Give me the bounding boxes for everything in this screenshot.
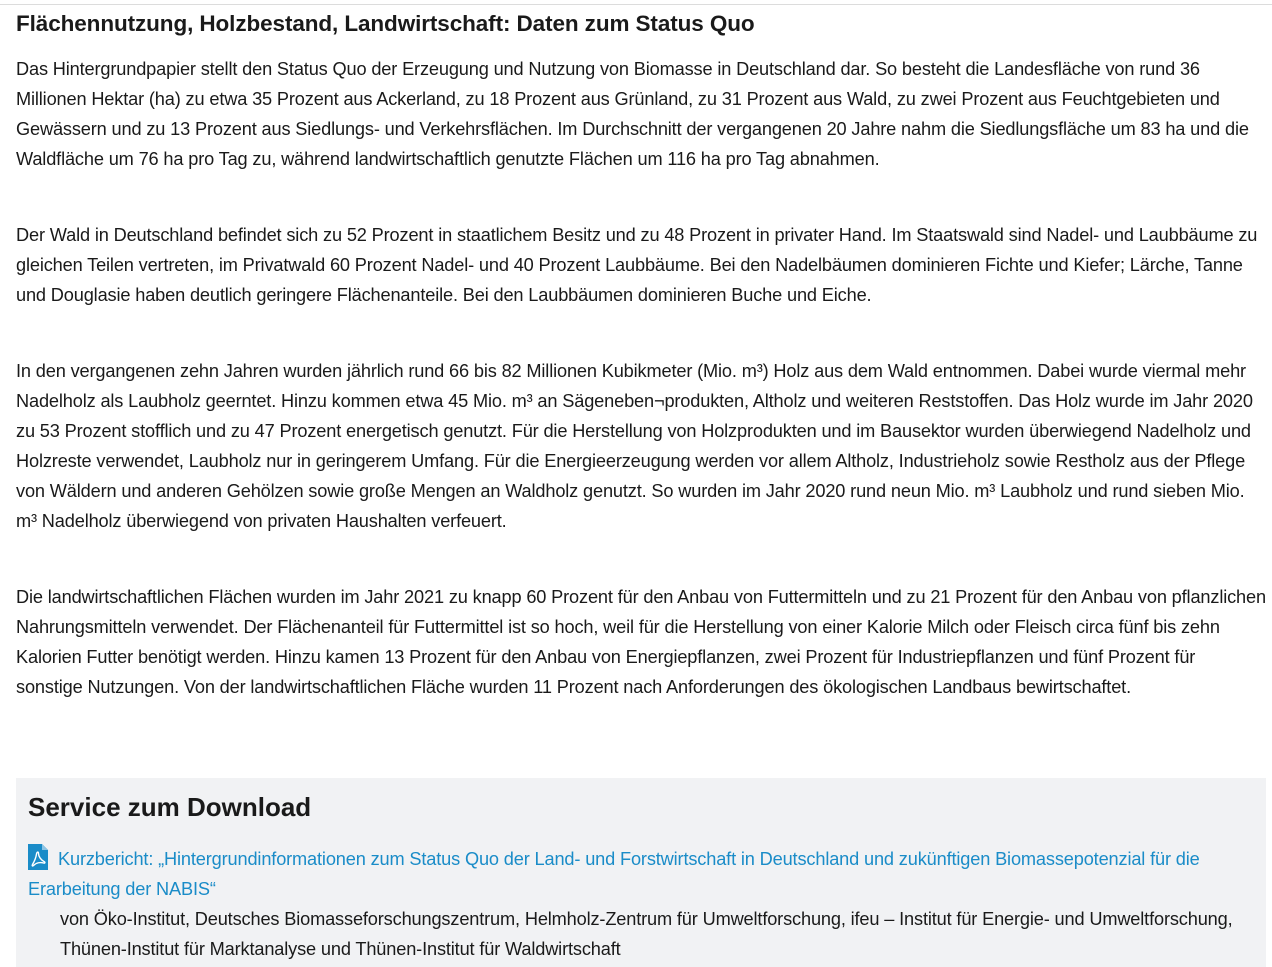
pdf-file-icon: [28, 844, 48, 870]
report-link-label: Kurzbericht: „Hintergrundinformationen zum Status Quo der Land- und Forstwirtschaft in Deutschland und zukünftigen Biomassepotenzial für die Erarbeitung der NABIS“: [28, 849, 1200, 899]
top-divider: [0, 0, 1272, 5]
report-download-link[interactable]: [28, 849, 1200, 899]
download-heading: Service zum Download: [28, 792, 312, 822]
article-section: [16, 8, 1266, 702]
download-service-box: [16, 778, 1266, 967]
report-authors: von Öko-Institut, Deutsches Biomasseforschungszentrum, Helmholz-Zentrum für Umweltforschung, ifeu – Institut für Energie- und Umweltforschung, Thünen-Institut für Marktanalyse und Thünen-Institut für Waldwirtschaft: [60, 909, 1233, 959]
paragraph-forest-ownership: Der Wald in Deutschland befindet sich zu 52 Prozent in staatlichem Besitz und zu 48 Prozent in privater Hand. Im Staatswald sind Nadel- und Laubbäume zu gleichen Teilen vertreten, im Privatwald 60 Prozent Nadel- und 40 Prozent Laubbäume. Bei den Nadelbäumen dominieren Fichte und Kiefer; Lärche, Tanne und Douglasie haben deutlich geringere Flächenanteile. Bei den Laubbäumen dominieren Buche und Eiche.: [16, 225, 1258, 305]
section-heading: Flächennutzung, Holzbestand, Landwirtschaft: Daten zum Status Quo: [16, 11, 755, 36]
paragraph-land-use: Das Hintergrundpapier stellt den Status Quo der Erzeugung und Nutzung von Biomasse in Deutschland dar. So besteht die Landesfläche von rund 36 Millionen Hektar (ha) zu etwa 35 Prozent aus Ackerland, zu 18 Prozent aus Grünland, zu 31 Prozent aus Wald, zu zwei Prozent aus Feuchtgebieten und Gewässern und zu 13 Prozent aus Siedlungs- und Verkehrsflächen. Im Durchschnitt der vergangenen 20 Jahre nahm die Siedlungsfläche um 83 ha und die Waldfläche um 76 ha pro Tag zu, während landwirtschaftlich genutzte Flächen um 116 ha pro Tag abnahmen.: [16, 59, 1249, 169]
paragraph-wood-harvest: In den vergangenen zehn Jahren wurden jährlich rund 66 bis 82 Millionen Kubikmeter (Mio. m³) Holz aus dem Wald entnommen. Dabei wurde viermal mehr Nadelholz als Laubholz geerntet. Hinzu kommen etwa 45 Mio. m³ an Sägeneben¬produkten, Altholz und weiteren Reststoffen. Das Holz wurde im Jahr 2020 zu 53 Prozent stofflich und zu 47 Prozent energetisch genutzt. Für die Herstellung von Holzprodukten und im Bausektor wurden überwiegend Nadelholz und Holzreste verwendet, Laubholz nur in geringerem Umfang. Für die Energieerzeugung werden vor allem Altholz, Industrieholz sowie Restholz aus der Pflege von Wäldern und anderen Gehölzen sowie große Mengen an Waldholz genutzt. So wurden im Jahr 2020 rund neun Mio. m³ Laubholz und rund sieben Mio. m³ Nadelholz überwiegend von privaten Haushalten verfeuert.: [16, 361, 1253, 531]
paragraph-agriculture: Die landwirtschaftlichen Flächen wurden im Jahr 2021 zu knapp 60 Prozent für den Anbau von Futtermitteln und zu 21 Prozent für den Anbau von pflanzlichen Nahrungsmitteln verwendet. Der Flächenanteil für Futtermittel ist so hoch, weil für die Herstellung von einer Kalorie Milch oder Fleisch circa fünf bis zehn Kalorien Futter benötigt werden. Hinzu kamen 13 Prozent für den Anbau von Energiepflanzen, zwei Prozent für Industriepflanzen und fünf Prozent für sonstige Nutzungen. Von der landwirtschaftlichen Fläche wurden 11 Prozent nach Anforderungen des ökologischen Landbaus bewirtschaftet.: [16, 587, 1266, 697]
download-item: [28, 844, 1248, 964]
